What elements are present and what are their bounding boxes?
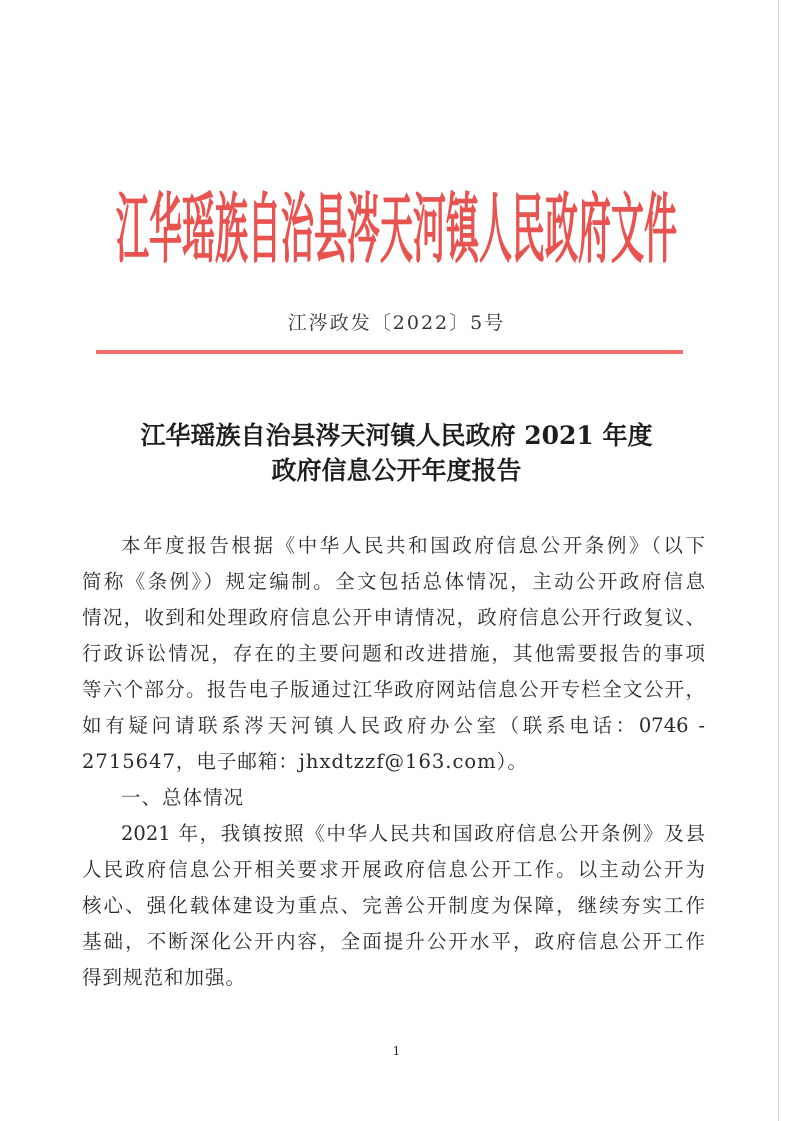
paragraph-line: 本年度报告根据《中华人民共和国政府信息公开条例》（以下 bbox=[121, 534, 705, 557]
paragraph-line: 2021 年，我镇按照《中华人民共和国政府信息公开条例》及县 bbox=[121, 822, 705, 845]
report-title-line1: 江华瑶族自治县涔天河镇人民政府 2021 年度 bbox=[140, 421, 653, 450]
paragraph-line: 得到规范和加强。 bbox=[82, 966, 247, 989]
scan-edge-line bbox=[778, 0, 779, 1121]
paragraph-line: 核心、强化载体建设为重点、完善公开制度为保障，继续夯实工作 bbox=[82, 894, 705, 917]
paragraph-line: 基础，不断深化公开内容，全面提升公开水平，政府信息公开工作 bbox=[82, 930, 705, 953]
letterhead-title: 江华瑶族自治县涔天河镇人民政府文件 bbox=[116, 184, 677, 274]
document-number: 江涔政发〔2022〕5号 bbox=[287, 312, 506, 334]
paragraph-line: 行政诉讼情况，存在的主要问题和改进措施，其他需要报告的事项 bbox=[82, 642, 705, 665]
paragraph-line: 情况，收到和处理政府信息公开申请情况，政府信息公开行政复议、 bbox=[82, 606, 705, 629]
paragraph-line: 人民政府信息公开相关要求开展政府信息公开工作。以主动公开为 bbox=[82, 858, 705, 881]
paragraph-line: 如有疑问请联系涔天河镇人民政府办公室（联系电话：0746 - bbox=[82, 714, 705, 737]
page-number: 1 bbox=[392, 1044, 401, 1058]
red-letterhead bbox=[0, 180, 793, 280]
paragraph-line: 简称《条例》）规定编制。全文包括总体情况，主动公开政府信息 bbox=[82, 570, 705, 593]
report-title-line2: 政府信息公开年度报告 bbox=[271, 456, 522, 485]
paragraph-line: 2715647，电子邮箱：jhxdtzzf@163.com）。 bbox=[82, 750, 528, 773]
section-heading: 一、总体情况 bbox=[121, 786, 245, 809]
red-divider bbox=[96, 350, 683, 354]
paragraph-line: 等六个部分。报告电子版通过江华政府网站信息公开专栏全文公开， bbox=[82, 678, 705, 701]
